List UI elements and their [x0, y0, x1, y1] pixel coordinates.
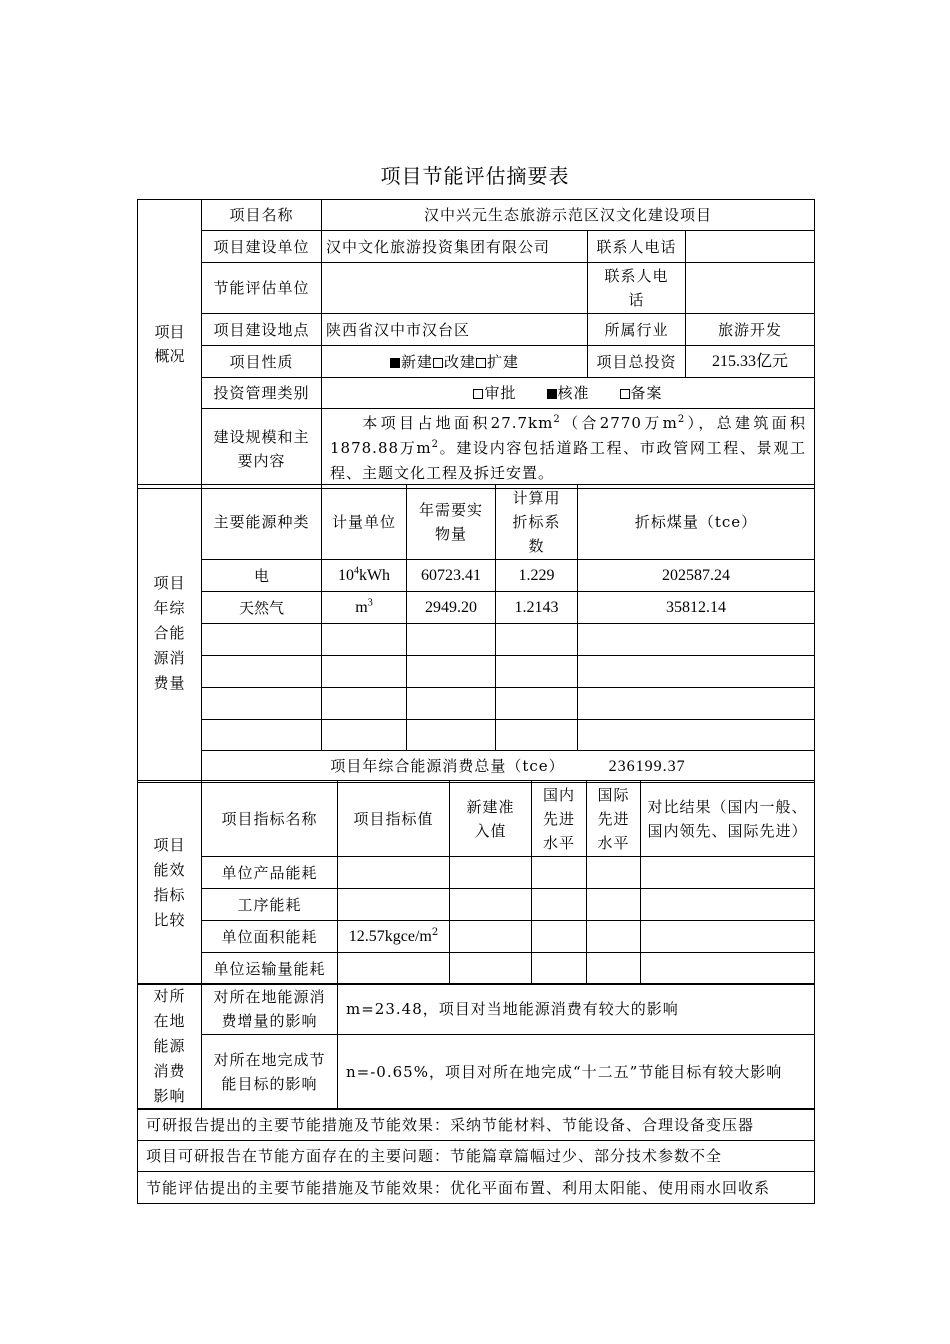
footer-line-2: 项目可研报告在节能方面存在的主要问题：节能篇章篇幅过少、部分技术参数不全 — [138, 1141, 815, 1172]
impact-label: 对所在地完成节能目标的影响 — [202, 1035, 338, 1110]
energy-table — [137, 484, 815, 783]
energy-empty-row — [138, 720, 815, 751]
energy-qty: 60723.41 — [407, 560, 496, 592]
contact2-value — [686, 263, 815, 314]
name-value: 汉中兴元生态旅游示范区汉文化建设项目 — [322, 200, 815, 231]
contact-value — [686, 231, 815, 263]
footer-line-3: 节能评估提出的主要节能措施及节能效果：优化平面布置、利用太阳能、使用雨水回收系 — [138, 1172, 815, 1204]
overview-section-label: 项目概况 — [138, 200, 202, 489]
energy-type: 天然气 — [202, 592, 322, 624]
impact-value: n=-0.65%，项目对所在地完成“十二五”节能目标有较大影响 — [338, 1035, 815, 1110]
page-title: 项目节能评估摘要表 — [380, 164, 570, 188]
energy-type: 电 — [202, 560, 322, 592]
efficiency-value: $12.57kgce/m^2$ — [338, 921, 450, 953]
energy-header: 计算用折标系数 — [496, 485, 578, 560]
impact-label: 对所在地能源消费增量的影响 — [202, 984, 338, 1035]
energy-qty: 2949.20 — [407, 592, 496, 624]
efficiency-value — [338, 953, 450, 985]
energy-header: 年需要实物量 — [407, 485, 496, 560]
checkbox-checked-icon — [390, 358, 400, 368]
efficiency-header: 项目指标值 — [338, 781, 450, 857]
contact-label: 联系人电话 — [588, 231, 686, 263]
energy-header: 计量单位 — [322, 485, 407, 560]
location-label: 项目建设地点 — [202, 314, 322, 346]
energy-coef: 1.229 — [496, 560, 578, 592]
energy-coef: 1.2143 — [496, 592, 578, 624]
efficiency-header: 国际先进水平 — [587, 781, 641, 857]
energy-unit: $10^4kWh$ — [322, 560, 407, 592]
industry-label: 所属行业 — [588, 314, 686, 346]
efficiency-header: 项目指标名称 — [202, 781, 338, 857]
efficiency-name: 单位面积能耗 — [202, 921, 338, 953]
checkbox-icon — [620, 389, 630, 399]
checkbox-checked-icon — [547, 389, 557, 399]
efficiency-header: 国内先进水平 — [532, 781, 587, 857]
checkbox-icon — [433, 358, 443, 368]
evaluator-label: 节能评估单位 — [202, 263, 322, 314]
energy-header: 折标煤量（tce） — [578, 485, 815, 560]
energy-empty-row — [138, 624, 815, 656]
impact-table — [137, 983, 815, 1110]
efficiency-section-label: 项目能效指标比较 — [138, 781, 202, 985]
invest-value: 215.33亿元 — [686, 346, 815, 378]
efficiency-value — [338, 889, 450, 921]
mgmt-options: 审批 核准 备案 — [322, 378, 815, 409]
impact-value: m=23.48，项目对当地能源消费有较大的影响 — [338, 984, 815, 1035]
checkbox-icon — [476, 358, 486, 368]
nature-options: 新建 改建 扩建 — [322, 346, 588, 378]
nature-label: 项目性质 — [202, 346, 322, 378]
energy-header: 主要能源种类 — [202, 485, 322, 560]
footer-table — [137, 1108, 815, 1204]
efficiency-table — [137, 780, 815, 985]
efficiency-name: 工序能耗 — [202, 889, 338, 921]
scale-label: 建设规模和主要内容 — [202, 409, 322, 489]
energy-tce: 202587.24 — [578, 560, 815, 592]
efficiency-name: 单位运输量能耗 — [202, 953, 338, 985]
energy-total: 项目年综合能源消费总量（tce） 236199.37 — [202, 751, 815, 783]
efficiency-name: 单位产品能耗 — [202, 857, 338, 889]
location-value: 陕西省汉中市汉台区 — [322, 314, 588, 346]
contact2-label: 联系人电话 — [588, 263, 686, 314]
efficiency-value — [338, 857, 450, 889]
overview-table — [137, 199, 815, 489]
energy-empty-row — [138, 688, 815, 720]
impact-section-label: 对所在地能源消费影响 — [138, 984, 202, 1110]
footer-line-1: 可研报告提出的主要节能措施及节能效果：采纳节能材料、节能设备、合理设备变压器 — [138, 1109, 815, 1141]
energy-tce: 35812.14 — [578, 592, 815, 624]
industry-value: 旅游开发 — [686, 314, 815, 346]
builder-label: 项目建设单位 — [202, 231, 322, 263]
efficiency-header: 新建准入值 — [450, 781, 532, 857]
name-label: 项目名称 — [202, 200, 322, 231]
energy-empty-row — [138, 656, 815, 688]
efficiency-header: 对比结果（国内一般、国内领先、国际先进） — [641, 781, 815, 857]
energy-unit: $m^3$ — [322, 592, 407, 624]
builder-value: 汉中文化旅游投资集团有限公司 — [322, 231, 588, 263]
evaluator-value — [322, 263, 588, 314]
checkbox-icon — [473, 389, 483, 399]
mgmt-label: 投资管理类别 — [202, 378, 322, 409]
energy-section-label: 项目年综合能源消费量 — [138, 485, 202, 783]
scale-content: 本项目占地面积$27.7km^2$（合2770万$m^2$），总建筑面积1878.88万$m^2$。建设内容包括道路工程、市政管网工程、景观工程、主题文化工程及拆迁安置。 — [322, 409, 815, 489]
invest-label: 项目总投资 — [588, 346, 686, 378]
